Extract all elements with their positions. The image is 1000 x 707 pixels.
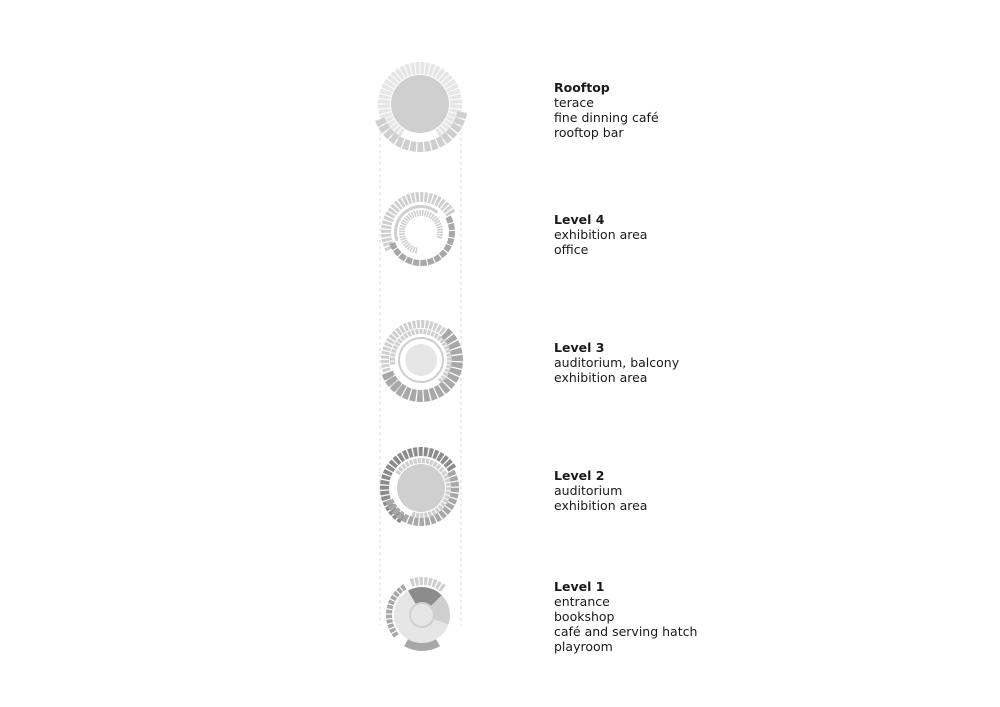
room-segment [405, 257, 413, 265]
room-segment [427, 258, 435, 266]
room-segment [386, 609, 392, 613]
room-segment [436, 236, 442, 239]
room-label: exhibition area [554, 227, 648, 242]
room-segment [413, 458, 417, 464]
room-segment [451, 488, 459, 493]
room-segment [412, 320, 416, 328]
room-segment [410, 578, 415, 587]
room-segment [424, 192, 428, 202]
room-segment [380, 480, 389, 485]
room-segment [390, 357, 395, 360]
room-zone [394, 205, 438, 241]
room-segment [424, 141, 431, 152]
room-label: office [554, 242, 589, 257]
room-segment [427, 330, 431, 336]
room-segment [419, 210, 421, 216]
core-disc [405, 344, 437, 376]
room-label: entrance [554, 594, 610, 609]
room-segment [381, 355, 389, 359]
room-segment [445, 368, 451, 373]
level-title: Level 2 [554, 468, 605, 483]
room-label: terace [554, 95, 594, 110]
level-title: Rooftop [554, 80, 610, 95]
room-segment [419, 329, 422, 334]
room-segment [381, 351, 389, 356]
room-segment [415, 62, 419, 74]
caption-level-1 [554, 579, 854, 654]
room-segment [413, 517, 419, 526]
room-segment [447, 361, 452, 364]
room-segment [378, 99, 390, 103]
room-segment [451, 355, 463, 361]
caption-level-3 [554, 340, 854, 385]
room-segment [390, 361, 395, 364]
room-segment [387, 604, 394, 609]
room-segment [381, 364, 389, 368]
room-segment [450, 493, 459, 499]
room-segment [381, 225, 391, 229]
room-segment [421, 320, 424, 328]
room-segment [437, 228, 443, 230]
plan-level-3 [381, 320, 463, 402]
room-label: exhibition area [554, 498, 648, 513]
room-segment [422, 210, 424, 216]
room-segment [419, 577, 423, 585]
plan-level-2 [380, 447, 459, 526]
room-segment [415, 329, 419, 334]
room-segment [424, 512, 428, 517]
core-disc [397, 464, 445, 512]
room-segment [380, 485, 389, 489]
room-segment [415, 192, 419, 202]
room-label: exhibition area [554, 370, 648, 385]
caption-rooftop [554, 80, 854, 140]
room-segment [416, 513, 420, 518]
room-segment [445, 216, 453, 224]
room-segment [446, 487, 451, 490]
room-segment [423, 329, 427, 334]
room-segment [428, 511, 433, 517]
room-segment [416, 320, 420, 328]
room-segment [420, 192, 423, 202]
room-segment [399, 227, 405, 230]
room-label: café and serving hatch [554, 624, 698, 639]
room-segment [425, 517, 431, 526]
room-segment [399, 230, 405, 232]
room-segment [416, 210, 419, 216]
core-disc [410, 603, 434, 627]
room-segment [411, 512, 415, 518]
room-segment [422, 458, 426, 463]
room-segment [417, 390, 423, 402]
room-segment [381, 234, 391, 238]
room-segment [418, 447, 422, 456]
plan-level-4 [381, 192, 455, 266]
room-segment [444, 495, 450, 500]
room-segment [417, 142, 424, 152]
room-segment [450, 104, 462, 108]
room-segment [414, 577, 418, 585]
room-label: auditorium, balcony [554, 355, 680, 370]
room-segment [425, 320, 429, 328]
caption-level-2 [554, 468, 854, 513]
room-segment [386, 615, 392, 619]
room-segment [424, 577, 428, 585]
room-segment [423, 447, 428, 456]
room-segment [391, 349, 397, 353]
room-segment [409, 141, 416, 152]
room-segment [437, 231, 443, 233]
room-label: bookshop [554, 609, 615, 624]
room-segment [409, 459, 414, 465]
room-segment [390, 353, 395, 357]
room-segment [437, 234, 443, 236]
level-title: Level 4 [554, 212, 605, 227]
room-segment [387, 623, 394, 628]
room-segment [446, 353, 451, 357]
level-title: Level 1 [554, 579, 605, 594]
plan-level-1 [386, 577, 450, 651]
room-segment [380, 490, 389, 495]
room-segment [412, 259, 419, 266]
room-segment [381, 229, 391, 232]
room-segment [386, 619, 393, 624]
room-segment [425, 458, 429, 464]
room-segment [381, 360, 389, 363]
room-segment [449, 231, 455, 238]
room-label: playroom [554, 639, 613, 654]
plan-rooftop [375, 62, 467, 152]
room-segment [429, 460, 434, 466]
room-segment [448, 223, 455, 230]
room-segment [450, 99, 462, 103]
room-segment [399, 233, 405, 235]
room-segment [451, 481, 459, 486]
room-segment [447, 238, 455, 246]
caption-level-4 [554, 212, 854, 257]
room-label: auditorium [554, 483, 623, 498]
room-segment [428, 578, 433, 587]
room-segment [446, 483, 451, 487]
room-segment [419, 518, 424, 526]
room-segment [450, 362, 463, 369]
room-segment [417, 458, 421, 463]
room-label: rooftop bar [554, 125, 624, 140]
room-segment [445, 478, 451, 482]
room-segment [420, 62, 424, 74]
room-segment [420, 260, 427, 266]
room-label: fine dinning café [554, 110, 659, 125]
room-segment [445, 491, 450, 495]
room-segment [411, 330, 415, 336]
room-segment [424, 210, 427, 216]
room-segment [378, 104, 390, 108]
room-segment [420, 513, 423, 518]
core-disc [391, 75, 449, 133]
level-title: Level 3 [554, 340, 605, 355]
room-segment [413, 447, 418, 456]
room-segment [447, 357, 452, 360]
